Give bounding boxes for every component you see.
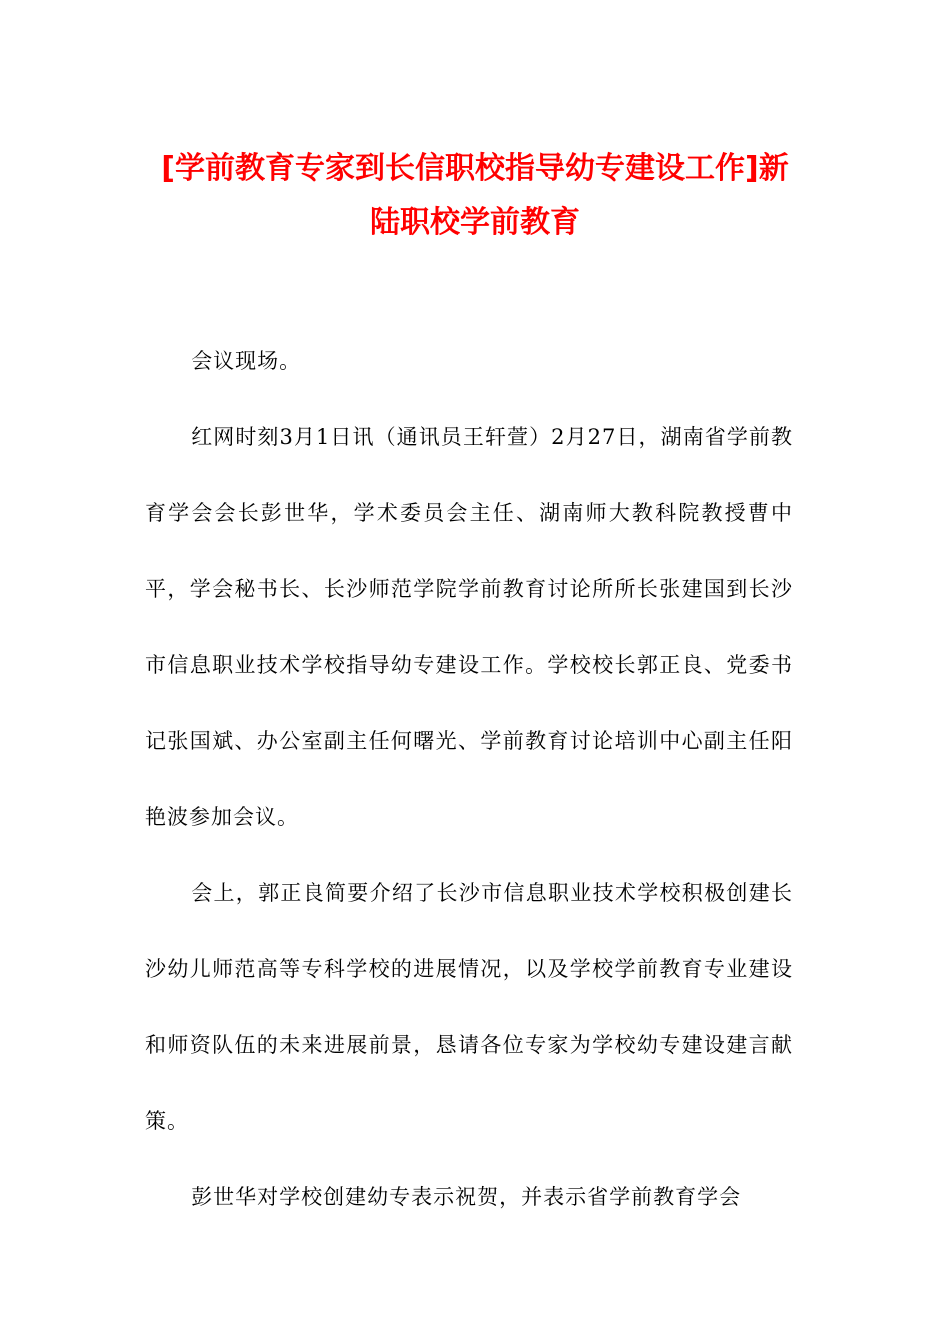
paragraph-caption: 会议现场。 (191, 349, 302, 373)
document-title: [学前教育专家到长信职校指导幼专建设工作]新陆职校学前教育 (161, 151, 789, 240)
document-body (145, 323, 793, 1235)
paragraph-news-lead: 红网时刻3月1日讯（通讯员王轩萱）2月27日，湖南省学前教育学会会长彭世华，学术委员会主任、湖南师大教科院教授曹中平，学会秘书长、长沙师范学院学前教育讨论所所长张建国到长沙市信息职业技术学校指导幼专建设工作。学校校长郭正良、党委书记张国斌、办公室副主任何曙光、学前教育讨论培训中心副主任阳艳波参加会议。 (145, 425, 793, 829)
paragraph-congratulation: 彭世华对学校创建幼专表示祝贺，并表示省学前教育学会 (191, 1185, 742, 1209)
paragraph-meeting: 会上，郭正良简要介绍了长沙市信息职业技术学校积极创建长沙幼儿师范高等专科学校的进展情况，以及学校学前教育专业建设和师资队伍的未来进展前景，恳请各位专家为学校幼专建设建言献策。 (145, 881, 793, 1133)
